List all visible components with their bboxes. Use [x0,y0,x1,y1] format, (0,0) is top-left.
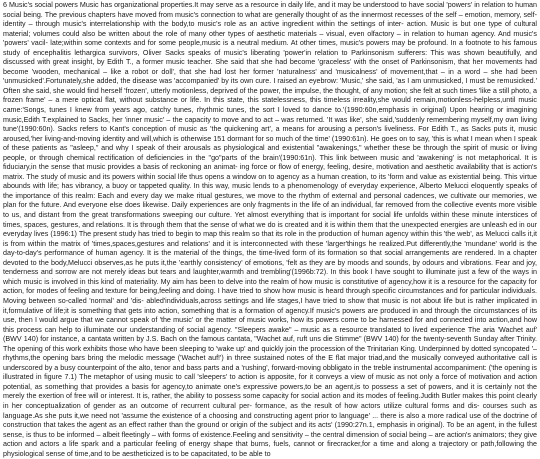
document-body-text: 6 Music's social powers Music has organizational properties.It may serve as a resource in daily life, and it may be understood to have social 'powers' in relation to human social being. The previous chapters have moved from music's connection to what are generally thought of as the innermost recesses of the self – emotion, memory, self-identity – through music's interrelationship with the body,to music's role as an active ingredient within the settings of inter- action. Music is but one type of cultural material; volumes could also be written about the role of many other types of aesthetic materials – visual, even olfactory – in relation to human agency. And music's 'powers' vacil- late;within some contexts and for some people,music is a neutral medium. At other times, music's powers may be profound. In a footnote to his famous study of encephalitis lethargica survivors, Oliver Sacks speaks of music's liberating 'power'in relation to Parkinsonism sufferers: This was shown beautifully, and discussed with great insight, by Edith T., a former music teacher. She said that she had become 'graceless' with the onset of Parkinsonism, that her movements had become 'wooden, mechanical – like a robot or doll', that she had lost her former 'naturalness' and 'musicalness' of movement,that – in a word – she had been 'unmusicked'.Fortunately,she added, the disease was 'accompanied' by its own cure. I raised an eyebrow: 'Music,' she said, 'as I am unmusicked, I must be remusicked.' Often she said, she would find herself 'frozen', utterly motionless, deprived of the power, the impulse, the thought, of any motion; she felt at such times 'like a still photo, a frozen frame' – a mere optical flat, without substance or life. In this state, this statelessness, this timeless irreality,she would remain,motionless-helpless,until music came:'Songs, tunes I knew from years ago, catchy tunes, rhythmic tunes, the sort I loved to dance to.'(1990:60n,emphasis in original) Upon hearing or imagining music,Edith T.explained to Sacks, her 'inner music' – the capacity to move and to act – was returned. 'It was like', she said,'suddenly remembering myself,my own living tune'(1990:60n). Sacks refers to Kant's conception of music as 'the quickening art', a means for arousing a person's liveliness. For Edith T., as Sacks puts it, music aroused,'her living-and-moving identity and will,which is otherwise 151 dormant for so much of the time' (1990:61n). He goes on to say, 'this is what I mean when I speak of these patients as "asleep," and why I speak of their arousals as physiological and existential "awakenings," whether these be through the spirit of music or living people, or through chemical rectification of deficiencies in the "go"parts of the brain'(1990:61n). This link between music and 'awakening' is not metaphorical. It is fiduciary,in the sense that music provides a basis of reckoning an animat- ing force or flow of energy, feeling, desire, motivation and aesthetic availability that is action's matrix. The study of music and its powers within social life thus opens a window on to agency as a human creation, to its 'form and value as existential being. This virtue abounds with life; has vibrancy, a buoy or tappeted quality. In this way, music lends to a phenomenology of everyday experience, Alberto Melucci eloquently speaks of the importance of this realm: Each and every day we make ritual gestures, we move to the rhythm of external and personal cadences, we cultivate our memories, we plan for the future. And everyone else does likewise. Daily experiences are only fragments in the life of an individual, far removed from the collective events more visible to us, and distant from the great transformations sweeping our culture. Yet almost everything that is important for social life unfolds within these minute interstices of times, spaces, gestures, and relations. It is through them that the sense of what we do is created and it is within them that the unexpected energies are unleash ed in our everyday lives (1996:1) The present study has tried to begin to map this realm so that its role in the production of human agency within this 'the web', as Melucci calls it,it is from within the matrix of 'times,spaces,gestures and relations' and it is interconnected with these 'larger'things he realized.Put differently,the 'mundane' world is the day-to-day's performance of human agency. It is the material of the things, the time-lived form of its formation so that social arrangements are rendered. In a chapter devoted to the body,Melucci observes,as he puts it,the 'earthly consistency' of emotions, 'felt as they are by moods and sounds, by odours and vibrations. Fear and joy, tenderness and sorrow are not merely ideas but tears and laughter,warmth and trembling'(1996b:72). In this book I have sought to illuminate just a few of the ways in which music is involved in this kind of materiality. My aim has been to delve into the realm of how music is constitutive of agency,how it is a resource for the capacity for action, for modes of feeling and texture for being,feeling and doing. I have tried to show how music is heard through specific circumstances and for particular individuals. Moving between so-called 'normal' and 'dis- abled'individuals,across settings and life stages,I have tried to show that music is not about life but is rather implicated in it,formulative of life;it is something that gets into action, something that is a formation of agency.If music's powers are produced in and through the circumstances of its use, then I would argue that we cannot speak of 'the music' or the matter of music works, how its powers come to be harnessed for and connected into action,and how this process can help to illuminate our understanding of social agency. "Sleepers awake" – music as a resource translated to lived experience The aria 'Wachet auf' (BWV 140) for instance, a cantata written by J.S. Bach on the famous cantata, "Wachet auf, ruft uns die Stimme" (BWV 140) for the twenty-seventh Sunday after Trinity. The opening of this work exhibits those who have been sleeping to 'wake up' and quickly join the procession of the Trinitarian King. Underpinned by dotted syncopated '– rhythms,the opening bars bring the melodic message ('Wachet auf!') in three sustained notes of the E flat major triad,and the musically conveyed authoritative call is underscored by a busy counterpoint of the alto, tenor and bass parts and a 'rushing', forward-moving obbligato in the treble instrumental accompaniment: ('the opening is illustrated in figure 7.1) The metaphor of using music to call 'sleepers' to action is apposite, for it conveys a view of music as not only a force of motivation and action potential, as something that provides a basis for agency,to animate one's expressive powers,to be an agent,is to possess a set of powers, and it is certainly not the merely the exertion of free will or interest. It is, rather, the ability to possess some capacity for social action and its modes of feeling.Judith Butler makes this point clearly in her conceptualization of gender as an outcome of recurrent cultural per- formance, as the result of how actors utilize cultural forms and dis- courses such as language.As she puts it,we need not 'assume the existence of a choosing and constructing agent prior to language' ... there is also a more radical use of the doctrine of construction that takes the agent as an effect rather than the ground or origin of the subject and its acts' (1990:27n.1, emphasis in original). To be an agent, in the fullest sense, is thus to be informed – albeit fleetingly – with forms of existence.Feeling and sensitivity – the central dimension of social being – are action's animators; they give action and actors a life spark and a particular feeling of energy shape that burns, fuels, cannot or firecracker,for a time and along a trajectory or path,following the physiological sense of time,and to be aestheticized is to be capacitated, to be able to [3,1,537,458]
